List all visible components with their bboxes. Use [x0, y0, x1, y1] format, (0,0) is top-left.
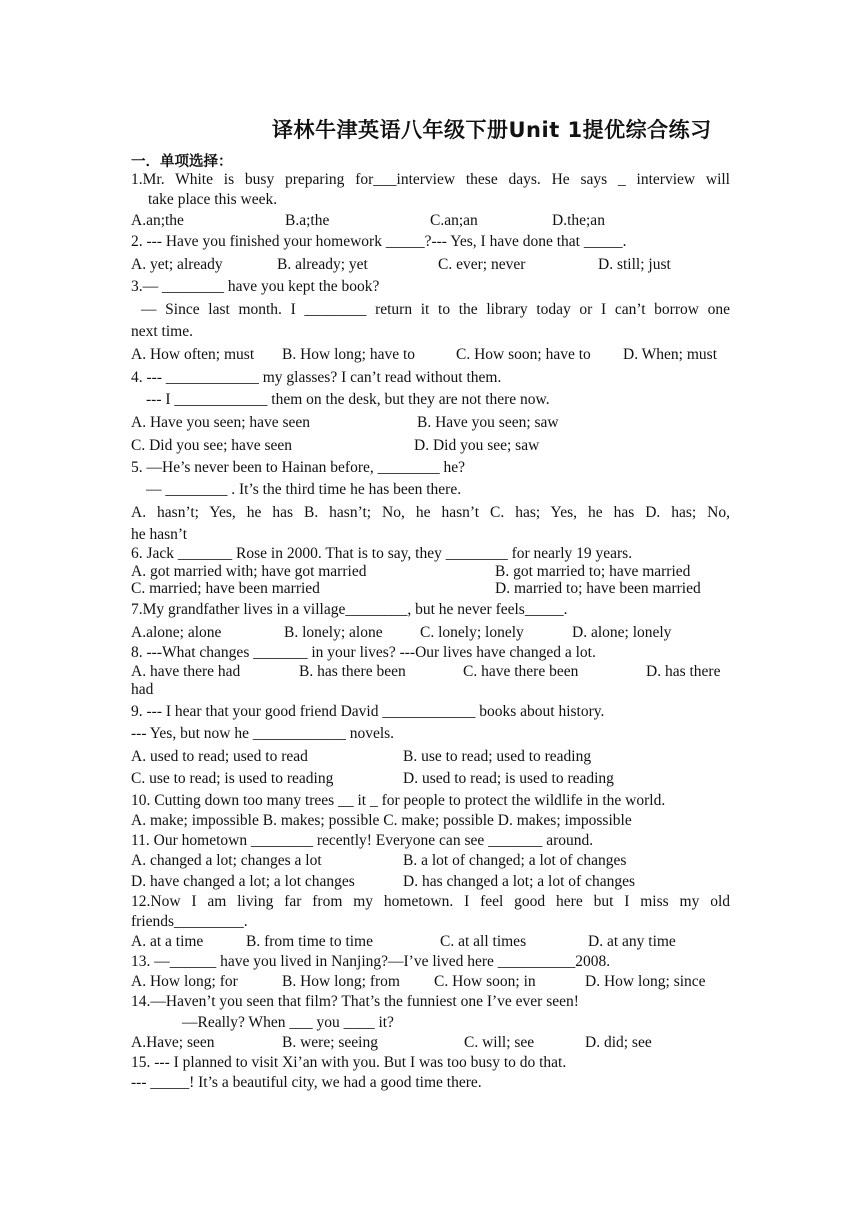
q3-option-b: B. How long; have to	[282, 346, 416, 363]
question-1-line-1: 1.Mr. White is busy preparing for___interview these days. He says _ interview will	[131, 171, 730, 188]
q11-option-d: D. has changed a lot; a lot of changes	[403, 873, 635, 890]
q8-option-a: A. have there had	[131, 663, 241, 680]
question-12-line-1: 12.Now I am living far from my hometown. I feel good here but I miss my old	[131, 893, 730, 910]
q11-option-c: D. have changed a lot; a lot changes	[131, 873, 355, 890]
question-9-line-1: 9. --- I hear that your good friend David ____________ books about history.	[131, 703, 605, 720]
q2-option-c: C. ever; never	[438, 256, 526, 273]
q13-option-d: D. How long; since	[585, 973, 706, 990]
section-heading: 一．单项选择：	[131, 154, 233, 170]
question-11-options-row-1	[131, 852, 731, 870]
question-8-line-1: 8. ---What changes _______ in your lives? ---Our lives have changed a lot.	[131, 644, 596, 661]
question-5-options: A. hasn’t; Yes, he has B. hasn’t; No, he hasn’t C. has; Yes, he has D. has; No,	[131, 504, 730, 521]
question-1-options	[131, 212, 731, 230]
q8-option-d: D. has there	[646, 663, 721, 680]
question-9-options-row-1	[131, 748, 731, 766]
question-4-options-row-2	[131, 437, 731, 455]
question-3-line-2: — Since last month. I ________ return it to the library today or I can’t borrow one	[141, 301, 730, 318]
question-5-line-1: 5. —He’s never been to Hainan before, ________ he?	[131, 459, 465, 476]
q11-option-a: A. changed a lot; changes a lot	[131, 852, 322, 869]
question-3-options	[131, 346, 731, 364]
question-4-line-2: --- I ____________ them on the desk, but they are not there now.	[146, 391, 550, 408]
q14-option-b: B. were; seeing	[282, 1034, 378, 1051]
question-4-line-1: 4. --- ____________ my glasses? I can’t read without them.	[131, 369, 502, 386]
q13-option-a: A. How long; for	[131, 973, 238, 990]
q2-option-a: A. yet; already	[131, 256, 223, 273]
q8-option-c: C. have there been	[463, 663, 579, 680]
question-7-options	[131, 624, 731, 642]
question-8-options-wrap: had	[131, 681, 154, 698]
q3-option-a: A. How often; must	[131, 346, 255, 363]
question-6-options-row-1	[131, 563, 731, 581]
q2-option-b: B. already; yet	[277, 256, 368, 273]
question-15-line-1: 15. --- I planned to visit Xi’an with you. But I was too busy to do that.	[131, 1054, 567, 1071]
q6-option-c: C. married; have been married	[131, 580, 320, 597]
question-13-line-1: 13. —______ have you lived in Nanjing?—I’ve lived here __________2008.	[131, 953, 611, 970]
q12-option-d: D. at any time	[588, 933, 676, 950]
q6-option-d: D. married to; have been married	[495, 580, 701, 597]
q8-option-b: B. has there been	[299, 663, 406, 680]
q3-option-d: D. When; must	[623, 346, 717, 363]
question-5-line-2: — ________ . It’s the third time he has been there.	[146, 481, 462, 498]
q12-option-b: B. from time to time	[246, 933, 373, 950]
q14-option-d: D. did; see	[585, 1034, 652, 1051]
q13-option-c: C. How soon; in	[434, 973, 536, 990]
question-14-line-2: —Really? When ___ you ____ it?	[182, 1014, 394, 1031]
question-4-options-row-1	[131, 414, 731, 432]
q9-option-b: B. use to read; used to reading	[403, 748, 592, 765]
question-9-line-2: --- Yes, but now he ____________ novels.	[131, 725, 395, 742]
q9-option-c: C. use to read; is used to reading	[131, 770, 334, 787]
q6-option-a: A. got married with; have got married	[131, 563, 367, 580]
q4-option-d: D. Did you see; saw	[414, 437, 540, 454]
question-15-line-2: --- _____! It’s a beautiful city, we had a good time there.	[131, 1074, 482, 1091]
q1-option-d: D.the;an	[552, 212, 605, 229]
question-10-line-1: 10. Cutting down too many trees __ it _ for people to protect the wildlife in the world.	[131, 792, 666, 809]
question-8-options	[131, 663, 731, 681]
question-6-line-1: 6. Jack _______ Rose in 2000. That is to say, they ________ for nearly 19 years.	[131, 545, 633, 562]
question-5-options-wrap: he hasn’t	[131, 526, 188, 543]
question-10-options: A. make; impossible B. makes; possible C. make; possible D. makes; impossible	[131, 812, 632, 829]
question-14-options	[131, 1034, 731, 1052]
q9-option-a: A. used to read; used to read	[131, 748, 308, 765]
q1-option-a: A.an;the	[131, 212, 184, 229]
q7-option-a: A.alone; alone	[131, 624, 222, 641]
question-7-line-1: 7.My grandfather lives in a village________, but he never feels_____.	[131, 601, 568, 618]
q9-option-d: D. used to read; is used to reading	[403, 770, 614, 787]
question-1-line-2: take place this week.	[148, 191, 278, 208]
question-14-line-1: 14.—Haven’t you seen that film? That’s the funniest one I’ve ever seen!	[131, 993, 579, 1010]
q7-option-d: D. alone; lonely	[572, 624, 672, 641]
question-6-options-row-2	[131, 580, 731, 598]
q11-option-b: B. a lot of changed; a lot of changes	[403, 852, 627, 869]
q14-option-a: A.Have; seen	[131, 1034, 215, 1051]
q7-option-c: C. lonely; lonely	[420, 624, 524, 641]
q7-option-b: B. lonely; alone	[284, 624, 383, 641]
question-2-line-1: 2. --- Have you finished your homework _____?--- Yes, I have done that _____.	[131, 233, 627, 250]
question-2-options	[131, 256, 731, 274]
question-12-line-2: friends_________.	[131, 913, 248, 930]
q4-option-a: A. Have you seen; have seen	[131, 414, 311, 431]
q1-option-b: B.a;the	[285, 212, 330, 229]
question-3-line-1: 3.— ________ have you kept the book?	[131, 278, 380, 295]
q13-option-b: B. How long; from	[282, 973, 400, 990]
page-title: 译林牛津英语八年级下册Unit 1提优综合练习	[272, 118, 712, 142]
q4-option-c: C. Did you see; have seen	[131, 437, 292, 454]
q4-option-b: B. Have you seen; saw	[417, 414, 559, 431]
q2-option-d: D. still; just	[598, 256, 671, 273]
question-12-options	[131, 933, 731, 951]
q14-option-c: C. will; see	[464, 1034, 535, 1051]
question-3-line-3: next time.	[131, 323, 193, 340]
q3-option-c: C. How soon; have to	[456, 346, 591, 363]
q12-option-a: A. at a time	[131, 933, 204, 950]
question-9-options-row-2	[131, 770, 731, 788]
question-13-options	[131, 973, 731, 991]
q12-option-c: C. at all times	[440, 933, 527, 950]
q6-option-b: B. got married to; have married	[495, 563, 691, 580]
q1-option-c: C.an;an	[430, 212, 478, 229]
question-11-options-row-2	[131, 873, 731, 891]
question-11-line-1: 11. Our hometown ________ recently! Everyone can see _______ around.	[131, 832, 594, 849]
